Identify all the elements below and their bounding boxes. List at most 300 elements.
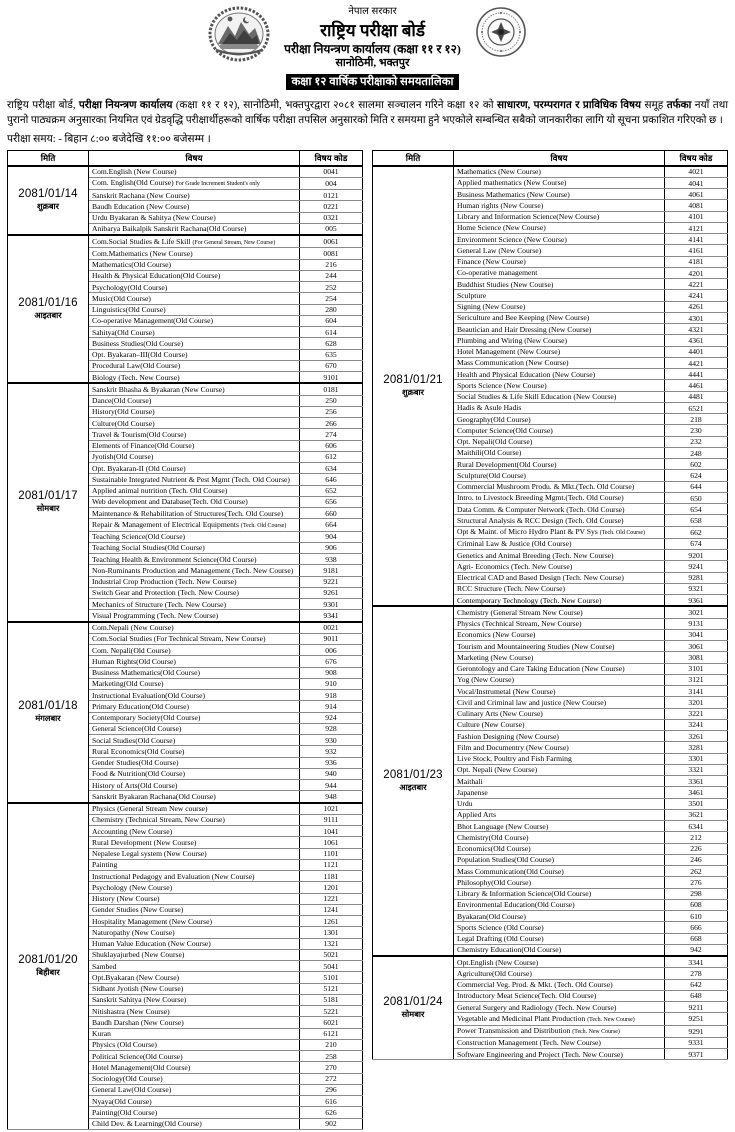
subject-code: 298: [665, 888, 728, 899]
subject-cell: [454, 832, 665, 843]
schedule-banner: कक्षा १२ वार्षिक परीक्षाको समयतालिका: [286, 74, 458, 90]
subject-cell: [454, 256, 665, 267]
subject-code: 918: [300, 690, 363, 701]
subject-code: 944: [300, 780, 363, 791]
subject-cell: [454, 234, 665, 245]
column-header: विषय: [454, 150, 665, 166]
subject-cell: [454, 764, 665, 775]
subject-code: 948: [300, 791, 363, 803]
subject-code: 652: [300, 485, 363, 496]
subject-name: Baudh Education (New Course): [92, 201, 190, 211]
subject-name: Painting: [92, 860, 118, 870]
subject-name: Physics (Technical Stream, New Course): [457, 619, 582, 629]
subject-name: Introductory Meat Science(Tech. Old Course): [457, 991, 597, 1001]
subject-code: 278: [665, 968, 728, 979]
subject-code: 1261: [300, 916, 363, 927]
subject-name: Commercial Mushroom Produ. & Mkt.(Tech. Old Course): [457, 482, 635, 492]
subject-name: Gerontology and Care Taking Education (New Course): [457, 664, 625, 674]
exam-weekday: सोमबार: [401, 1010, 425, 1020]
subject-code: 9301: [300, 599, 363, 610]
subject-name: Geography(Old Course): [457, 414, 531, 424]
subject-code: 1241: [300, 904, 363, 915]
subject-cell: [89, 235, 300, 248]
subject-name: Business Mathematics (New Course): [457, 189, 570, 199]
subject-cell: [89, 837, 300, 848]
subject-cell: [89, 201, 300, 212]
subject-cell: [89, 587, 300, 598]
subject-name: Human Value Education (New Course): [92, 939, 211, 949]
subject-cell: [89, 451, 300, 462]
subject-name: Signing (New Course): [457, 302, 526, 312]
subject-cell: [89, 485, 300, 496]
subject-cell: [89, 859, 300, 870]
subject-code: 218: [665, 414, 728, 425]
subject-cell: [454, 933, 665, 944]
subject-name: Environmental Education(Old Course): [457, 900, 575, 910]
subject-name: Com.Mathematics (New Course): [92, 248, 193, 258]
subject-name: Food & Nutrition(Old Course): [92, 769, 186, 779]
subject-code: 656: [300, 496, 363, 507]
subject-cell: [89, 667, 300, 678]
subject-cell: [454, 526, 665, 538]
subject-cell: [89, 599, 300, 610]
subject-cell: [454, 357, 665, 368]
subject-cell: [454, 346, 665, 357]
subject-code: 0321: [300, 212, 363, 223]
subject-code: 1221: [300, 893, 363, 904]
subject-code: 3301: [665, 753, 728, 764]
subject-cell: [454, 583, 665, 594]
subject-name: Physics (General Stream New course): [92, 804, 208, 814]
subject-cell: [89, 554, 300, 565]
subject-cell: [454, 572, 665, 583]
subject-code: 6121: [300, 1028, 363, 1039]
subject-cell: [89, 177, 300, 189]
subject-code: 914: [300, 701, 363, 712]
subject-name: Baudh Darshan (New Course): [92, 1017, 184, 1027]
subject-code: 3061: [665, 641, 728, 652]
subject-name: Sanskrit Rachana (New Course): [92, 190, 190, 200]
subject-cell: [89, 576, 300, 587]
subject-cell: [454, 663, 665, 674]
address-line: सानोठिमी, भक्तपुर: [335, 56, 410, 69]
exam-date: 2081/01/23: [383, 769, 443, 782]
subject-name: Dance(Old Course): [92, 396, 152, 406]
subject-cell: [89, 848, 300, 859]
subject-cell: [89, 610, 300, 622]
subject-code: 1101: [300, 848, 363, 859]
notice-bold-streams: साधारण, परम्परागत र प्राविधिक विषय: [497, 99, 642, 111]
subject-code: 936: [300, 757, 363, 768]
subject-code: 606: [300, 440, 363, 451]
subject-name: Accounting (New Course): [92, 826, 173, 836]
subject-cell: [454, 1025, 665, 1037]
subject-cell: [89, 327, 300, 338]
subject-code: 644: [665, 481, 728, 492]
exam-date: 2081/01/24: [383, 996, 443, 1009]
subject-name: General Law(Old Course): [92, 1085, 172, 1095]
subject-name: Applied animal nutrition (Tech. Old Course): [92, 486, 228, 496]
subject-code: 005: [300, 223, 363, 235]
subject-cell: [89, 360, 300, 371]
subject-name: Mass Communication (New Course): [457, 358, 569, 368]
subject-name: General Science(Old Course): [92, 724, 182, 734]
subject-code: 654: [665, 504, 728, 515]
subject-name: Culinary Arts (New Course): [457, 709, 543, 719]
subject-name: Chemistry (General Stream New Course): [457, 607, 583, 617]
subject-code: 610: [665, 911, 728, 922]
subject-cell: [89, 383, 300, 395]
subject-name: Commercial Veg. Prod. & Mkt. (Tech. Old Course): [457, 980, 613, 990]
subject-name: Sports Science (New Course): [457, 380, 547, 390]
subject-name: Sustainable Integrated Nutrient & Pest Mgmt (Tech. Old Course): [92, 474, 290, 484]
notice-text: राष्ट्रिय परीक्षा बोर्ड,: [7, 99, 79, 111]
subject-cell: [89, 395, 300, 406]
subject-code: 1061: [300, 837, 363, 848]
subject-cell: [89, 723, 300, 734]
exam-weekday: आइतबार: [399, 783, 427, 793]
subject-code: 3221: [665, 708, 728, 719]
subject-name: Com.Social Studies (For Technical Stream, New Course): [92, 634, 266, 644]
subject-code: 614: [300, 327, 363, 338]
subject-name: Opt. Byakaran-II (Old Course): [92, 463, 186, 473]
subject-code: 0021: [300, 622, 363, 634]
subject-cell: [89, 270, 300, 281]
subject-cell: [89, 633, 300, 644]
subject-name: RCC Structure (Tech. New Course): [457, 584, 566, 594]
subject-code: 1181: [300, 871, 363, 882]
subject-code: 3041: [665, 629, 728, 640]
exam-weekday: सोमबार: [36, 504, 60, 514]
subject-name: Hotel Management(Old Course): [92, 1062, 191, 1072]
subject-code: 226: [665, 843, 728, 854]
subject-cell: [454, 809, 665, 820]
subject-code: 9341: [300, 610, 363, 622]
subject-code: 906: [300, 542, 363, 553]
subject-name: Rural Development (New Course): [92, 837, 197, 847]
subject-name: Library and Information Science(New Course): [457, 212, 600, 222]
subject-name: Live Stock, Poultry and Fish Farming: [457, 754, 572, 764]
subject-code: 910: [300, 678, 363, 689]
subject-name: Chemistry (Technical Stream, New Course): [92, 815, 225, 825]
subject-name: Nepalese Legal system (New Course): [92, 849, 207, 859]
subject-cell: [89, 1062, 300, 1073]
subject-code: 0061: [300, 235, 363, 248]
subject-name: Applied Arts: [457, 810, 497, 820]
subject-code: 6341: [665, 821, 728, 832]
subject-cell: [89, 212, 300, 223]
subject-name: Culture (New Course): [457, 720, 525, 730]
subject-name: Fashion Designing (New Course): [457, 731, 559, 741]
subject-name: Opt.English (New Course): [457, 957, 539, 967]
subject-code: 642: [665, 979, 728, 990]
subject-cell: [454, 189, 665, 200]
subject-cell: [454, 854, 665, 865]
subject-code: 3321: [665, 764, 728, 775]
subject-cell: [89, 531, 300, 542]
subject-cell: [454, 267, 665, 278]
subject-name: Sidhant Jyotish (New Course): [92, 984, 184, 994]
subject-name: Sculpture: [457, 290, 487, 300]
subject-cell: [454, 538, 665, 549]
subject-note: For Grade Increment Student's only: [175, 181, 260, 188]
subject-code: 5181: [300, 994, 363, 1005]
subject-cell: [454, 515, 665, 526]
table-row: [8, 622, 363, 634]
subject-name: Culture(Old Course): [92, 418, 155, 428]
subject-code: 3241: [665, 719, 728, 730]
subject-name: Health & Physical Education(Old Course): [92, 271, 221, 281]
subject-name: Economics(Old Course): [457, 844, 531, 854]
subject-cell: [89, 814, 300, 825]
subject-code: 4201: [665, 267, 728, 278]
subject-cell: [454, 606, 665, 618]
subject-code: 635: [300, 349, 363, 360]
subject-cell: [89, 429, 300, 440]
subject-code: 3201: [665, 697, 728, 708]
subject-name: Chemistry Education(Old Course): [457, 945, 562, 955]
subject-cell: [454, 436, 665, 447]
subject-name: Software Engineering and Project (Tech. New Course): [457, 1049, 623, 1059]
subject-cell: [454, 222, 665, 233]
subject-code: 5221: [300, 1006, 363, 1017]
subject-name: Social Studies(Old Course): [92, 735, 176, 745]
subject-code: 232: [665, 436, 728, 447]
subject-cell: [454, 177, 665, 188]
subject-code: 266: [300, 418, 363, 429]
subject-cell: [89, 315, 300, 326]
subject-name: Com.Social Studies & Life Skill: [92, 236, 191, 246]
subject-cell: [454, 798, 665, 809]
subject-code: 9321: [665, 583, 728, 594]
subject-name: Human Rights(Old Course): [92, 656, 176, 666]
subject-cell: [454, 550, 665, 561]
column-header: मिति: [373, 150, 454, 166]
subject-cell: [454, 166, 665, 178]
subject-code: 5041: [300, 961, 363, 972]
subject-code: 3121: [665, 674, 728, 685]
subject-name: Japanense: [457, 787, 488, 797]
subject-name: Legal Drafting (Old Course): [457, 934, 544, 944]
subject-cell: [89, 463, 300, 474]
subject-name: Naturopathy (New Course): [92, 927, 175, 937]
subject-name: Hospitality Management (New Course): [92, 916, 212, 926]
subject-code: 1041: [300, 826, 363, 837]
subject-cell: [454, 968, 665, 979]
column-header: विषय कोड: [300, 150, 363, 166]
exam-date: 2081/01/18: [18, 700, 78, 713]
subject-code: 0081: [300, 248, 363, 259]
subject-code: 4041: [665, 177, 728, 188]
exam-date: 2081/01/14: [18, 188, 78, 201]
subject-name: Mathematics(Old Course): [92, 260, 172, 270]
subject-code: 612: [300, 451, 363, 462]
exam-date: 2081/01/16: [18, 297, 78, 310]
subject-code: 674: [665, 538, 728, 549]
subject-name: Sculpture(Old Course): [457, 470, 526, 480]
subject-code: 602: [665, 459, 728, 470]
subject-code: 4401: [665, 346, 728, 357]
subject-name: Home Science (New Course): [457, 223, 546, 233]
subject-name: Maithili(Old Course): [457, 448, 522, 458]
subject-cell: [454, 944, 665, 956]
exam-date-cell: [373, 166, 454, 607]
subject-code: 1201: [300, 882, 363, 893]
subject-name: Nitishastra (New Course): [92, 1006, 170, 1016]
subject-name: General Surgery and Radiology (Tech. New Course): [457, 1002, 617, 1012]
subject-cell: [454, 866, 665, 877]
subject-code: 4181: [665, 256, 728, 267]
letterhead: [284, 6, 461, 91]
subject-name: Structural Analysis & RCC Design (Tech. Old Course): [457, 515, 624, 525]
subject-name: Maithali: [457, 776, 483, 786]
subject-name: Film and Documentry (New Course): [457, 742, 569, 752]
exam-time-line: परीक्षा समय: - बिहान ८:०० बजेदेखि ११:०० बजेसम्म ।: [7, 133, 211, 145]
subject-name: Procedural Law(Old Course): [92, 361, 181, 371]
subject-name: History(Old Course): [92, 407, 155, 417]
exam-date-cell: [8, 166, 89, 235]
subject-name: Buddhist Studies (New Course): [457, 279, 554, 289]
exam-date-cell: [373, 956, 454, 1060]
subject-name: Sericulture and Bee Keeping (New Course): [457, 313, 590, 323]
subject-name: Repair & Management of Electrical Equipments: [92, 519, 239, 529]
subject-name: Philosophy(Old Course): [457, 877, 532, 887]
subject-cell: [454, 753, 665, 764]
subject-cell: [89, 223, 300, 235]
subject-code: 9251: [665, 1013, 728, 1025]
subject-cell: [454, 686, 665, 697]
subject-cell: [89, 746, 300, 757]
exam-weekday: शुक्रबार: [402, 388, 424, 397]
subject-cell: [89, 496, 300, 507]
subject-cell: [89, 791, 300, 803]
subject-cell: [89, 994, 300, 1005]
subject-code: 9291: [665, 1025, 728, 1037]
subject-name: Data Comm. & Computer Network (Tech. Old Course): [457, 504, 625, 514]
subject-name: Sahitya(Old Course): [92, 327, 155, 337]
subject-code: 004: [300, 177, 363, 189]
subject-code: 4301: [665, 312, 728, 323]
subject-name: Vegetable and Medicinal Plant Production: [457, 1013, 586, 1023]
subject-name: Agriculture(Old Course): [457, 968, 532, 978]
exam-date-cell: [8, 622, 89, 803]
subject-code: 216: [300, 259, 363, 270]
subject-code: 634: [300, 463, 363, 474]
subject-cell: [89, 565, 300, 576]
column-header: विषय कोड: [665, 150, 728, 166]
subject-name: Political Science(Old Course): [92, 1051, 183, 1061]
table-row: [373, 956, 728, 968]
subject-name: Vocal/Instrumetal (New Course): [457, 686, 556, 696]
table-row: [373, 606, 728, 618]
subject-code: 254: [300, 293, 363, 304]
subject-code: 924: [300, 712, 363, 723]
board-title: राष्ट्रिय परीक्षा बोर्ड: [320, 20, 425, 40]
subject-code: 3261: [665, 731, 728, 742]
subject-name: Linguistics(Old Course): [92, 305, 166, 315]
subject-cell: [89, 916, 300, 927]
subject-name: Population Studies(Old Course): [457, 855, 555, 865]
subject-cell: [454, 414, 665, 425]
subject-cell: [89, 406, 300, 417]
subject-cell: [454, 481, 665, 492]
subject-name: Visual Programming (Tech. New Course): [92, 610, 219, 620]
subject-name: Kuran: [92, 1029, 111, 1039]
subject-name: Human rights (New Course): [457, 200, 544, 210]
subject-name: Com.Nepali (New Course): [92, 623, 174, 633]
subject-code: 270: [300, 1062, 363, 1073]
subject-code: 4481: [665, 391, 728, 402]
subject-cell: [454, 674, 665, 685]
subject-name: Sports Science (Old Course): [457, 922, 544, 932]
subject-cell: [89, 938, 300, 949]
subject-cell: [89, 1006, 300, 1017]
subject-code: 250: [300, 395, 363, 406]
notice-text: समूह: [641, 99, 667, 111]
subject-name: Rural Economics(Old Course): [92, 746, 185, 756]
subject-cell: [89, 757, 300, 768]
subject-cell: [89, 1096, 300, 1107]
subject-cell: [89, 349, 300, 360]
subject-cell: [454, 380, 665, 391]
subject-name: History (New Course): [92, 894, 160, 904]
subject-cell: [454, 888, 665, 899]
subject-name: History of Arts(Old Course): [92, 780, 178, 790]
subject-name: Finance (New Course): [457, 257, 526, 267]
subject-cell: [454, 787, 665, 798]
subject-code: 1121: [300, 859, 363, 870]
subject-cell: [89, 259, 300, 270]
subject-code: 0221: [300, 201, 363, 212]
subject-cell: [454, 1049, 665, 1060]
subject-name: Sociology(Old Course): [92, 1074, 163, 1084]
subject-code: 9011: [300, 633, 363, 644]
subject-code: 9111: [300, 814, 363, 825]
subject-cell: [454, 324, 665, 335]
subject-code: 5021: [300, 949, 363, 960]
subject-cell: [454, 335, 665, 346]
subject-cell: [454, 708, 665, 719]
subject-name: Urdu: [457, 799, 473, 809]
subject-name: Psychology (New Course): [92, 882, 173, 892]
subject-name: Opt. Byakaran–III(Old Course): [92, 350, 188, 360]
subject-code: 9261: [300, 587, 363, 598]
subject-cell: [454, 877, 665, 888]
subject-code: 4461: [665, 380, 728, 391]
subject-name: Tourism and Mountaineering Studies (New Course): [457, 641, 615, 651]
subject-code: 4101: [665, 211, 728, 222]
subject-name: Business Studies(Old Course): [92, 338, 184, 348]
subject-code: 670: [300, 360, 363, 371]
subject-cell: [89, 304, 300, 315]
subject-cell: [454, 911, 665, 922]
subject-name: Marketing (New Course): [457, 652, 534, 662]
subject-code: 0121: [300, 190, 363, 201]
subject-cell: [89, 678, 300, 689]
subject-code: 4361: [665, 335, 728, 346]
subject-cell: [454, 279, 665, 290]
subject-cell: [89, 735, 300, 746]
exam-date: 2081/01/20: [18, 954, 78, 967]
subject-code: 006: [300, 645, 363, 656]
subject-code: 262: [665, 866, 728, 877]
subject-name: Civil and Criminal law and justice (New Course): [457, 697, 607, 707]
subject-name: Applied mathematics (New Course): [457, 178, 567, 188]
subject-cell: [454, 211, 665, 222]
subject-cell: [454, 369, 665, 380]
subject-name: Maintenance & Rehabilitation of Structures(Tech. Old Course): [92, 508, 284, 518]
subject-name: Economics (New Course): [457, 630, 536, 640]
